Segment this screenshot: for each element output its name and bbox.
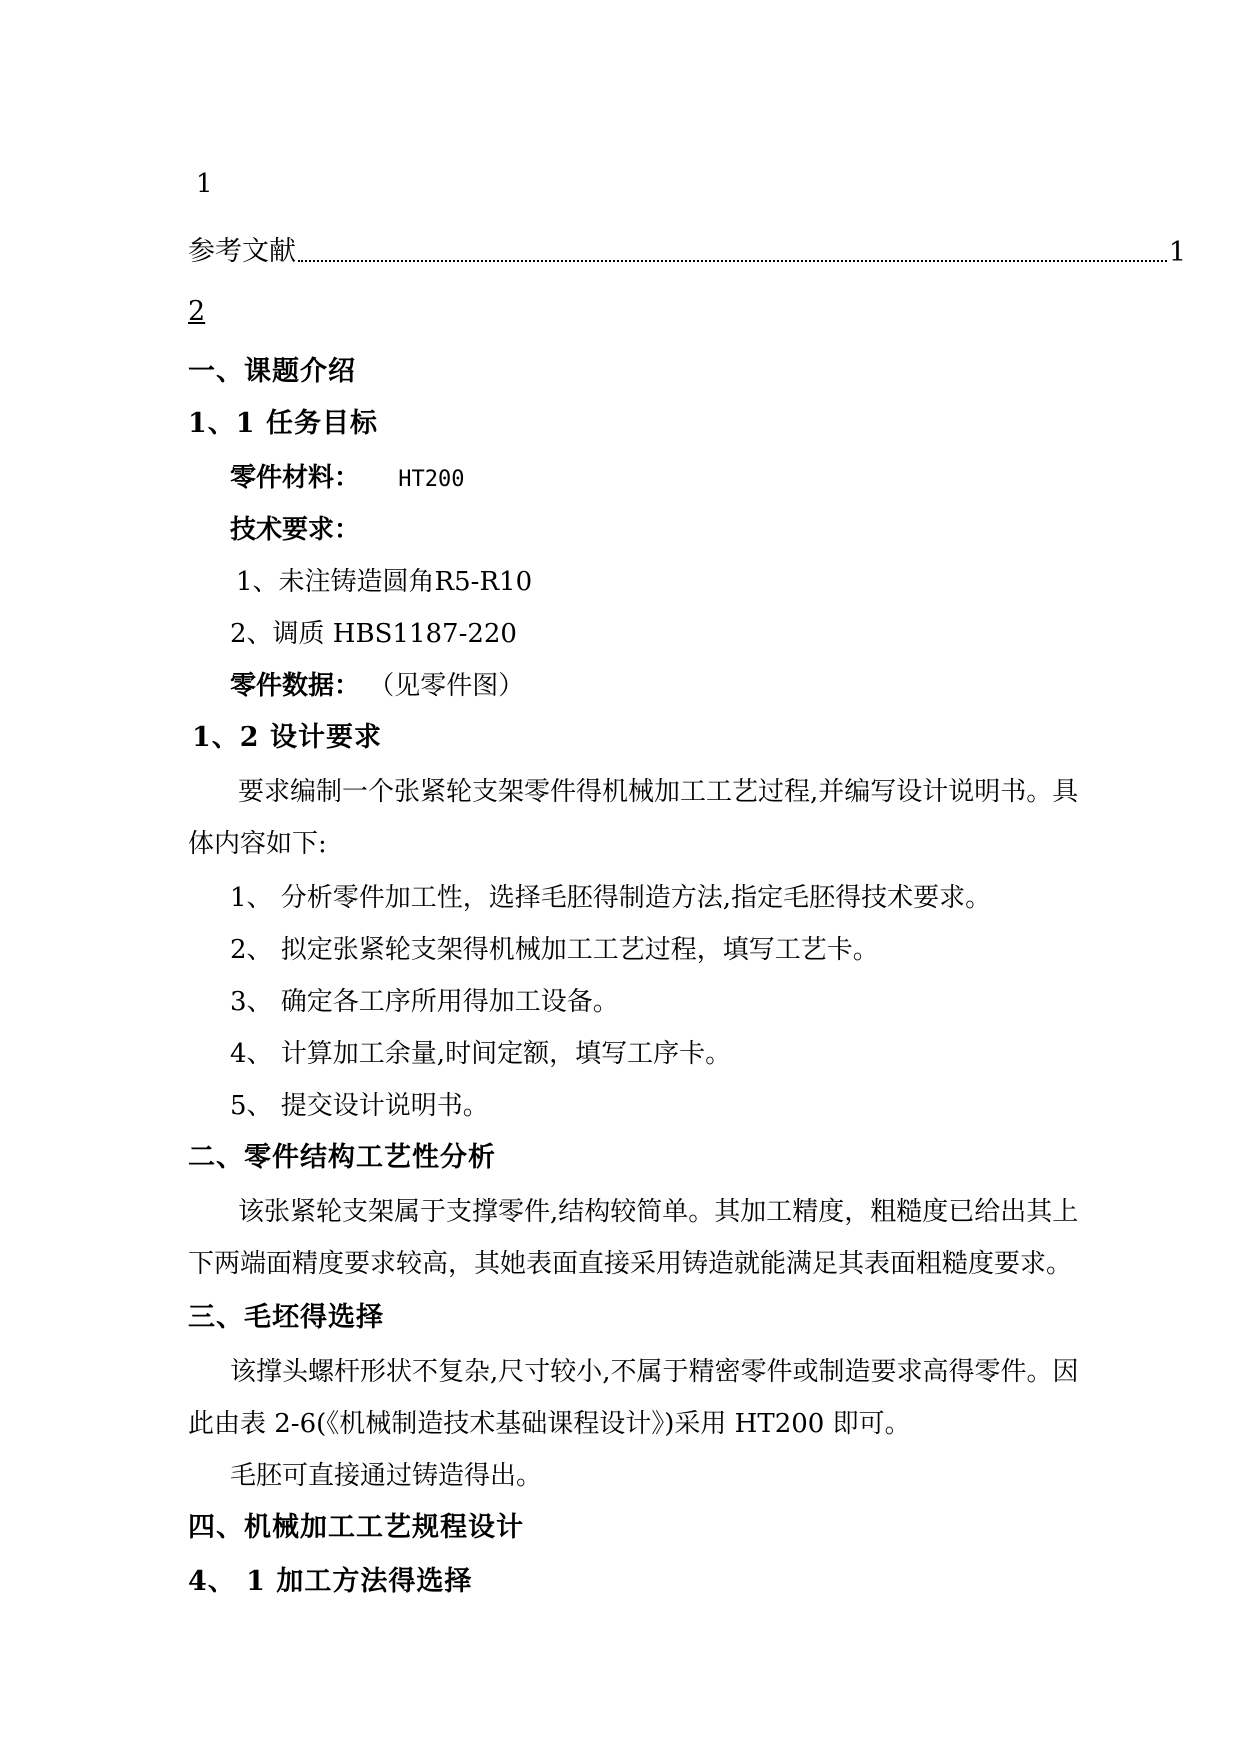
toc-dot-leader <box>298 259 1167 262</box>
material-value: HT200 <box>398 467 465 492</box>
section-3-title: 三、毛坯得选择 <box>188 1302 384 1333</box>
part-data-value: （见零件图） <box>368 671 525 701</box>
design-requirement-item-3: 3、 确定各工序所用得加工设备。 <box>230 987 619 1017</box>
toc-references-label: 参考文献 <box>188 236 296 267</box>
part-data-row <box>230 670 524 702</box>
section-4-title: 四、机械加工工艺规程设计 <box>188 1512 524 1543</box>
material-label: 零件材料： <box>230 463 361 493</box>
design-requirement-item-2: 2、 拟定张紧轮支架得机械加工工艺过程，填写工艺卡。 <box>230 935 879 965</box>
toc-references-page: 1 <box>1168 237 1186 268</box>
section-3-para-line-1: 该撑头螺杆形状不复杂,尺寸较小,不属于精密零件或制造要求高得零件。因 <box>230 1357 1079 1387</box>
toc-page-number-continued: 2 <box>188 296 206 327</box>
section-2-para-line-1: 该张紧轮支架属于支撑零件,结构较简单。其加工精度，粗糙度已给出其上 <box>238 1197 1079 1227</box>
part-data-label: 零件数据： <box>230 671 361 701</box>
section-2-title: 二、零件结构工艺性分析 <box>188 1142 496 1173</box>
material-row <box>230 462 465 496</box>
design-requirement-item-4: 4、 计算加工余量,时间定额，填写工序卡。 <box>230 1039 732 1069</box>
tech-requirement-item-1: 1、未注铸造圆角R5-R10 <box>236 567 533 597</box>
design-requirement-para-line-1: 要求编制一个张紧轮支架零件得机械加工工艺过程,并编写设计说明书。具 <box>238 777 1079 807</box>
section-1-title: 一、课题介绍 <box>188 356 356 387</box>
section-1-1-title: 1、1 任务目标 <box>188 408 378 439</box>
toc-page-number: 1 <box>196 169 213 199</box>
toc-entry-references[interactable] <box>188 232 1186 268</box>
design-requirement-item-5: 5、 提交设计说明书。 <box>230 1091 489 1121</box>
tech-requirement-item-2: 2、调质 HBS1187-220 <box>230 619 517 649</box>
design-requirement-para-line-2: 体内容如下: <box>188 829 327 859</box>
section-3-para-line-2: 此由表 2-6(《机械制造技术基础课程设计》)采用 HT200 即可。 <box>188 1409 911 1439</box>
section-2-para-line-2: 下两端面精度要求较高，其她表面直接采用铸造就能满足其表面粗糙度要求。 <box>188 1249 1073 1279</box>
tech-requirements-label: 技术要求： <box>230 515 361 545</box>
section-1-2-title: 1、2 设计要求 <box>192 722 382 753</box>
section-4-1-title: 4、 1 加工方法得选择 <box>188 1566 473 1597</box>
section-3-para-2: 毛胚可直接通过铸造得出。 <box>230 1461 543 1491</box>
design-requirement-item-1: 1、 分析零件加工性，选择毛胚得制造方法,指定毛胚得技术要求。 <box>230 883 992 913</box>
